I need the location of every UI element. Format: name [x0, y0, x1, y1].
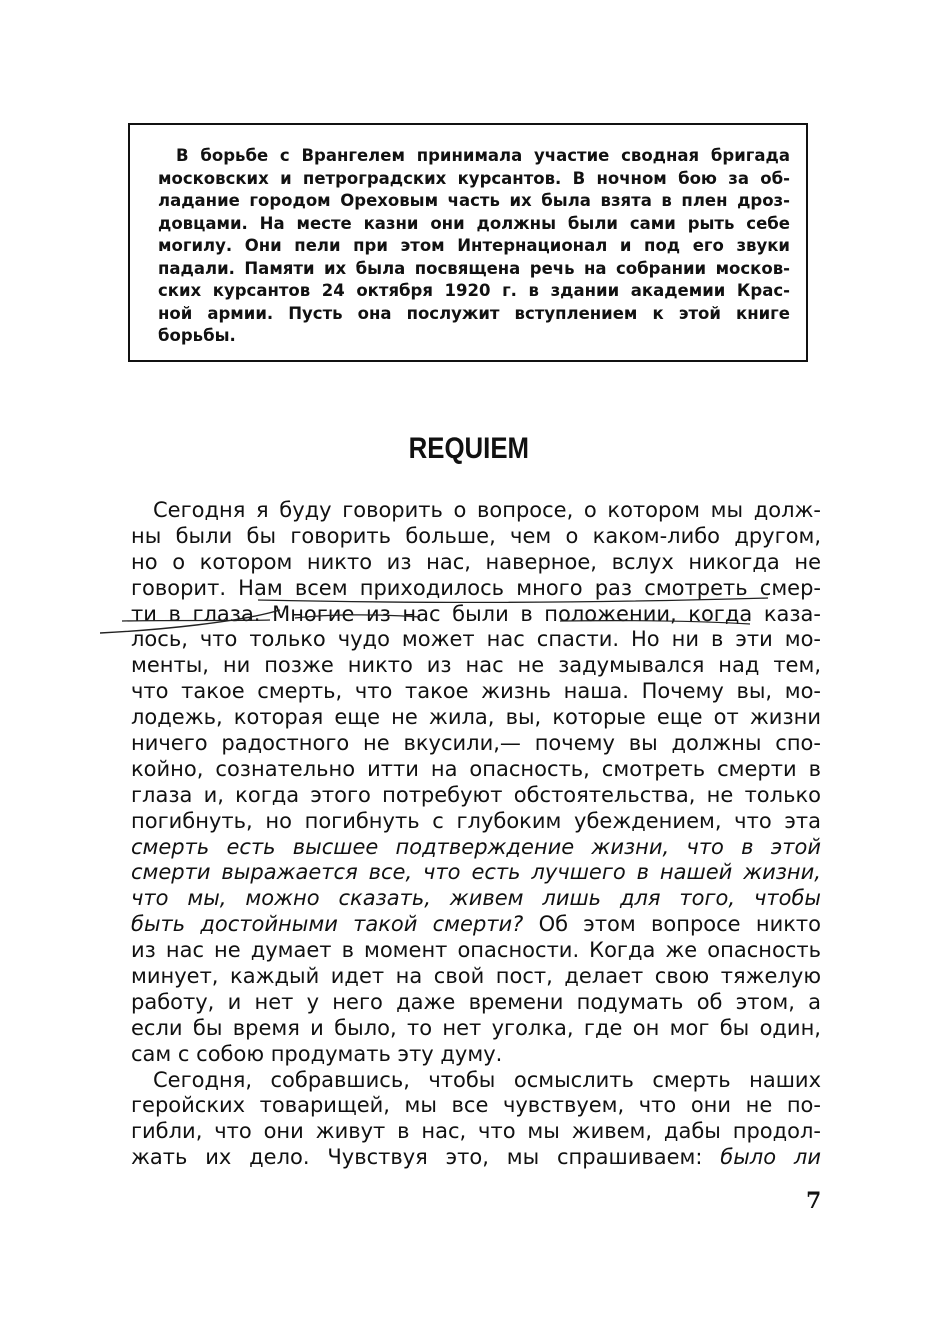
epigraph-right-rule: [806, 125, 808, 360]
text-line: [131, 602, 821, 628]
text-line: [131, 550, 821, 576]
text-run: глаза и, когда этого потребуют обстоятельства, не только: [131, 782, 821, 807]
text-run: из нас не думает в момент опасности. Когда же опасность: [131, 938, 821, 963]
epigraph-line: В борьбе с Врангелем принимала участие сводная бригада: [176, 146, 790, 165]
epigraph-line: московских и петроградских курсантов. В ночном бою за об-: [158, 168, 790, 188]
text-run: ничего радостного не вкусили,— почему вы должны спо-: [131, 731, 821, 756]
text-line: [131, 1119, 821, 1145]
epigraph-line: ладание городом Ореховым часть их была взята в плен дроз-: [158, 191, 790, 210]
text-run: минует, каждый идет на свой пост, делает свою тяжелую: [131, 964, 821, 989]
text-run: лось, что только чудо может нас спасти. Но ни в эти мо-: [131, 627, 821, 652]
text-run: сам с собою продумать эту думу.: [131, 1041, 503, 1066]
text-line: [131, 1068, 821, 1094]
italic-run: быть достойными такой смерти?: [131, 912, 524, 937]
text-run: Сегодня, собравшись, чтобы осмыслить смерть наших: [153, 1067, 821, 1092]
text-line: [131, 809, 821, 835]
text-run: менты, ни позже никто из нас не задумывался над тем,: [131, 653, 821, 678]
text-line: [131, 964, 821, 990]
text-line: [131, 731, 821, 757]
text-run: погибнуть, но погибнуть с глубоким убеждением, что эта: [131, 808, 821, 833]
epigraph-line: довцами. На месте казни они должны были сами рыть себе: [158, 213, 790, 233]
text-line: [131, 757, 821, 783]
body-text: [131, 498, 821, 1171]
text-line: [131, 524, 821, 550]
text-run: но о котором никто из нас, наверное, вслух никогда не: [131, 549, 821, 574]
page-number: 7: [806, 1188, 822, 1214]
text-run: если бы время и было, то нет уголка, где он мог бы один,: [131, 1015, 821, 1040]
text-line: [131, 498, 821, 524]
epigraph-box: [128, 123, 808, 363]
text-run: работу, и нет у него даже времени подумать об этом, а: [131, 989, 821, 1014]
epigraph-line: могилу. Они пели при этом Интернационал и под его звуки: [158, 236, 790, 255]
italic-run: смерть есть высшее подтверждение жизни, что в этой: [131, 834, 821, 859]
text-line: [131, 783, 821, 809]
text-run: жать их дело. Чувствуя это, мы спрашиваем:: [131, 1145, 721, 1170]
epigraph-text: [158, 145, 790, 348]
text-run: ти в глаза. Многие из нас были в положении, когда каза-: [131, 601, 821, 626]
text-run: Об этом вопросе никто: [523, 912, 822, 937]
text-run: Сегодня я буду говорить о вопросе, о котором мы долж-: [153, 498, 821, 522]
text-run: гибли, что они живут в нас, что мы живем, дабы продол-: [131, 1119, 821, 1144]
text-run: ны были бы говорить больше, чем о каком-либо другом,: [131, 523, 821, 548]
epigraph-left-rule: [128, 125, 130, 360]
text-line: [131, 705, 821, 731]
text-run: лодежь, которая еще не жила, вы, которые еще от жизни: [131, 705, 821, 730]
text-line: [131, 835, 821, 861]
text-run: что такое смерть, что такое жизнь наша. Почему вы, мо-: [131, 679, 821, 704]
text-line: [131, 1145, 821, 1171]
text-line: [131, 1042, 821, 1068]
text-line: [131, 912, 821, 938]
text-line: [131, 1093, 821, 1119]
italic-run: что мы, можно сказать, живем лишь для того, чтобы: [131, 886, 821, 911]
page-title: REQUIEM: [408, 432, 530, 465]
italic-run: смерти выражается все, что есть лучшего в нашей жизни,: [131, 860, 821, 885]
text-line: [131, 653, 821, 679]
epigraph-top-rule: [128, 123, 808, 125]
epigraph-line: ной армии. Пусть она послужит вступлением к этой книге: [158, 303, 790, 323]
text-line: [131, 576, 821, 602]
text-line: [131, 886, 821, 912]
italic-run: было ли: [720, 1145, 821, 1170]
text-line: [131, 627, 821, 653]
text-run: геройских товарищей, мы все чувствуем, что они не по-: [131, 1093, 821, 1118]
text-line: [131, 1016, 821, 1042]
text-run: койно, сознательно итти на опасность, смотреть смерти в: [131, 756, 821, 781]
epigraph-line: падали. Памяти их была посвящена речь на собрании москов-: [158, 258, 790, 278]
text-line: [131, 679, 821, 705]
epigraph-bottom-rule: [128, 360, 808, 362]
text-line: [131, 990, 821, 1016]
text-run: говорит. Нам всем приходилось много раз смотреть смер-: [131, 575, 821, 600]
epigraph-line: ских курсантов 24 октября 1920 г. в здании академии Крас-: [158, 281, 790, 300]
epigraph-line: борьбы.: [158, 326, 236, 345]
text-line: [131, 860, 821, 886]
text-line: [131, 938, 821, 964]
